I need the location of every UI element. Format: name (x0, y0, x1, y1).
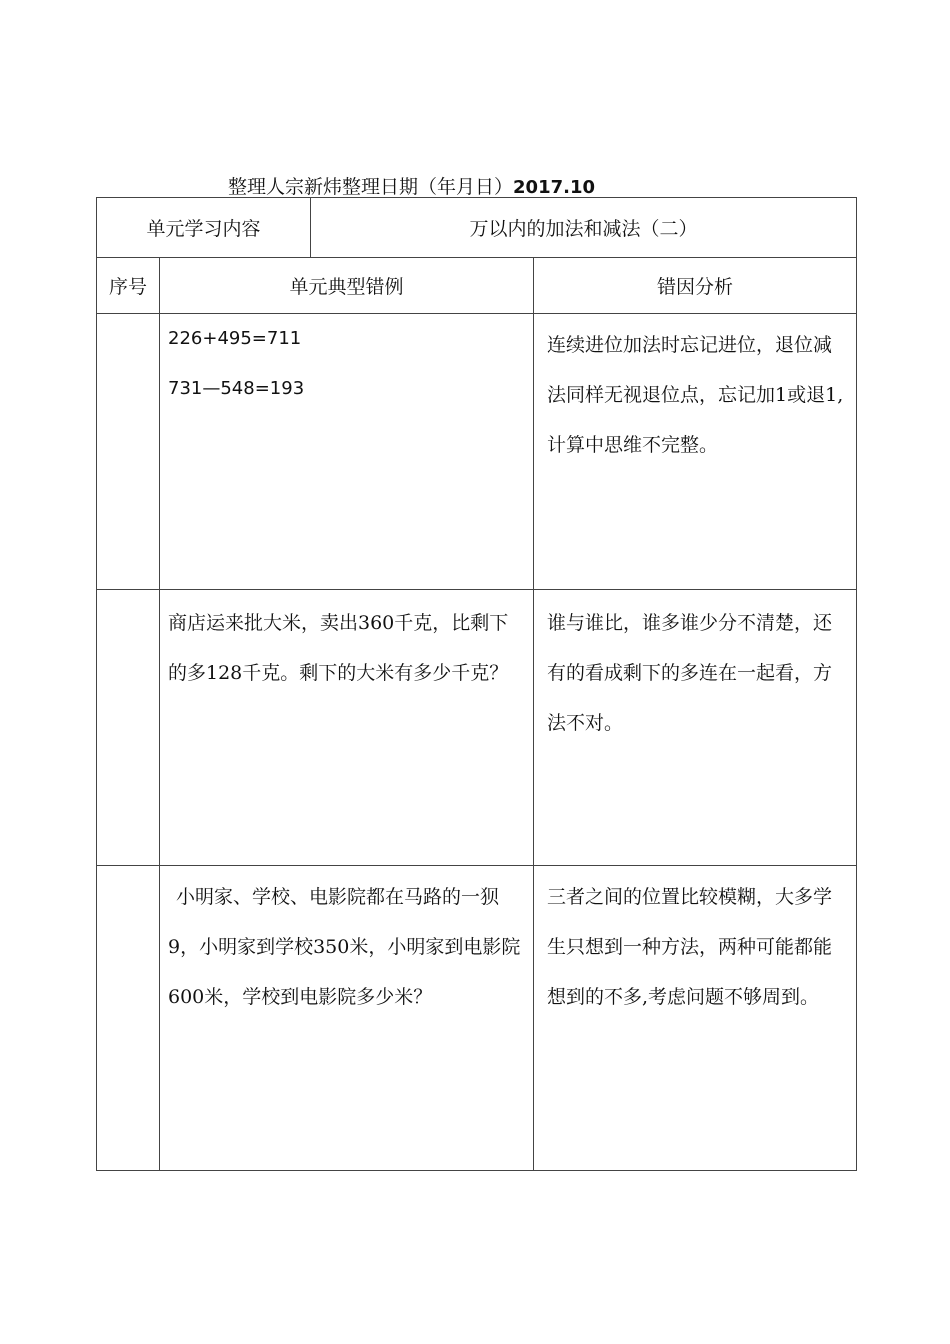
header-date: 2017.10 (513, 177, 595, 198)
analysis-text: 三者之间的位置比较模糊，大多学生只想到一种方法，两种可能都能想到的不多,考虑问题不够周到。 (547, 886, 833, 1008)
analysis-text: 谁与谁比，谁多谁少分不清楚，还有的看成剩下的多连在一起看，方法不对。 (547, 612, 833, 734)
example-line: 226+495=711 (168, 328, 302, 349)
example-cell (160, 314, 534, 590)
table-row (97, 314, 857, 590)
unit-row (97, 198, 857, 258)
unit-label-cell: 单元学习内容 (97, 198, 311, 258)
row-index-cell (97, 314, 160, 590)
col-header-example: 单元典型错例 (160, 258, 534, 314)
table-row (97, 590, 857, 866)
document-header (228, 172, 595, 199)
col-header-analysis: 错因分析 (534, 258, 857, 314)
example-line: 731—548=193 (168, 378, 305, 399)
example-cell (160, 866, 534, 1171)
example-text: 小明家、学校、电影院都在马路的一狈9，小明家到学校350米，小明家到电影院600米，学校到电影院多少米？ (168, 886, 521, 1008)
error-analysis-table (96, 197, 857, 1171)
header-text: 整理人宗新炜整理日期（年月日） (228, 176, 514, 198)
analysis-cell (534, 590, 857, 866)
example-text: 商店运来批大米，卖出360千克，比剩下的多128千克。剩下的大米有多少千克？ (168, 612, 509, 684)
analysis-cell (534, 866, 857, 1171)
col-header-index: 序号 (97, 258, 160, 314)
analysis-cell (534, 314, 857, 590)
example-cell (160, 590, 534, 866)
row-index-cell (97, 866, 160, 1171)
column-header-row (97, 258, 857, 314)
row-index-cell (97, 590, 160, 866)
analysis-text: 连续进位加法时忘记进位，退位减法同样无视退位点，忘记加1或退1,计算中思维不完整。 (547, 334, 844, 456)
table-row (97, 866, 857, 1171)
unit-value-cell: 万以内的加法和减法（二） (311, 198, 857, 258)
